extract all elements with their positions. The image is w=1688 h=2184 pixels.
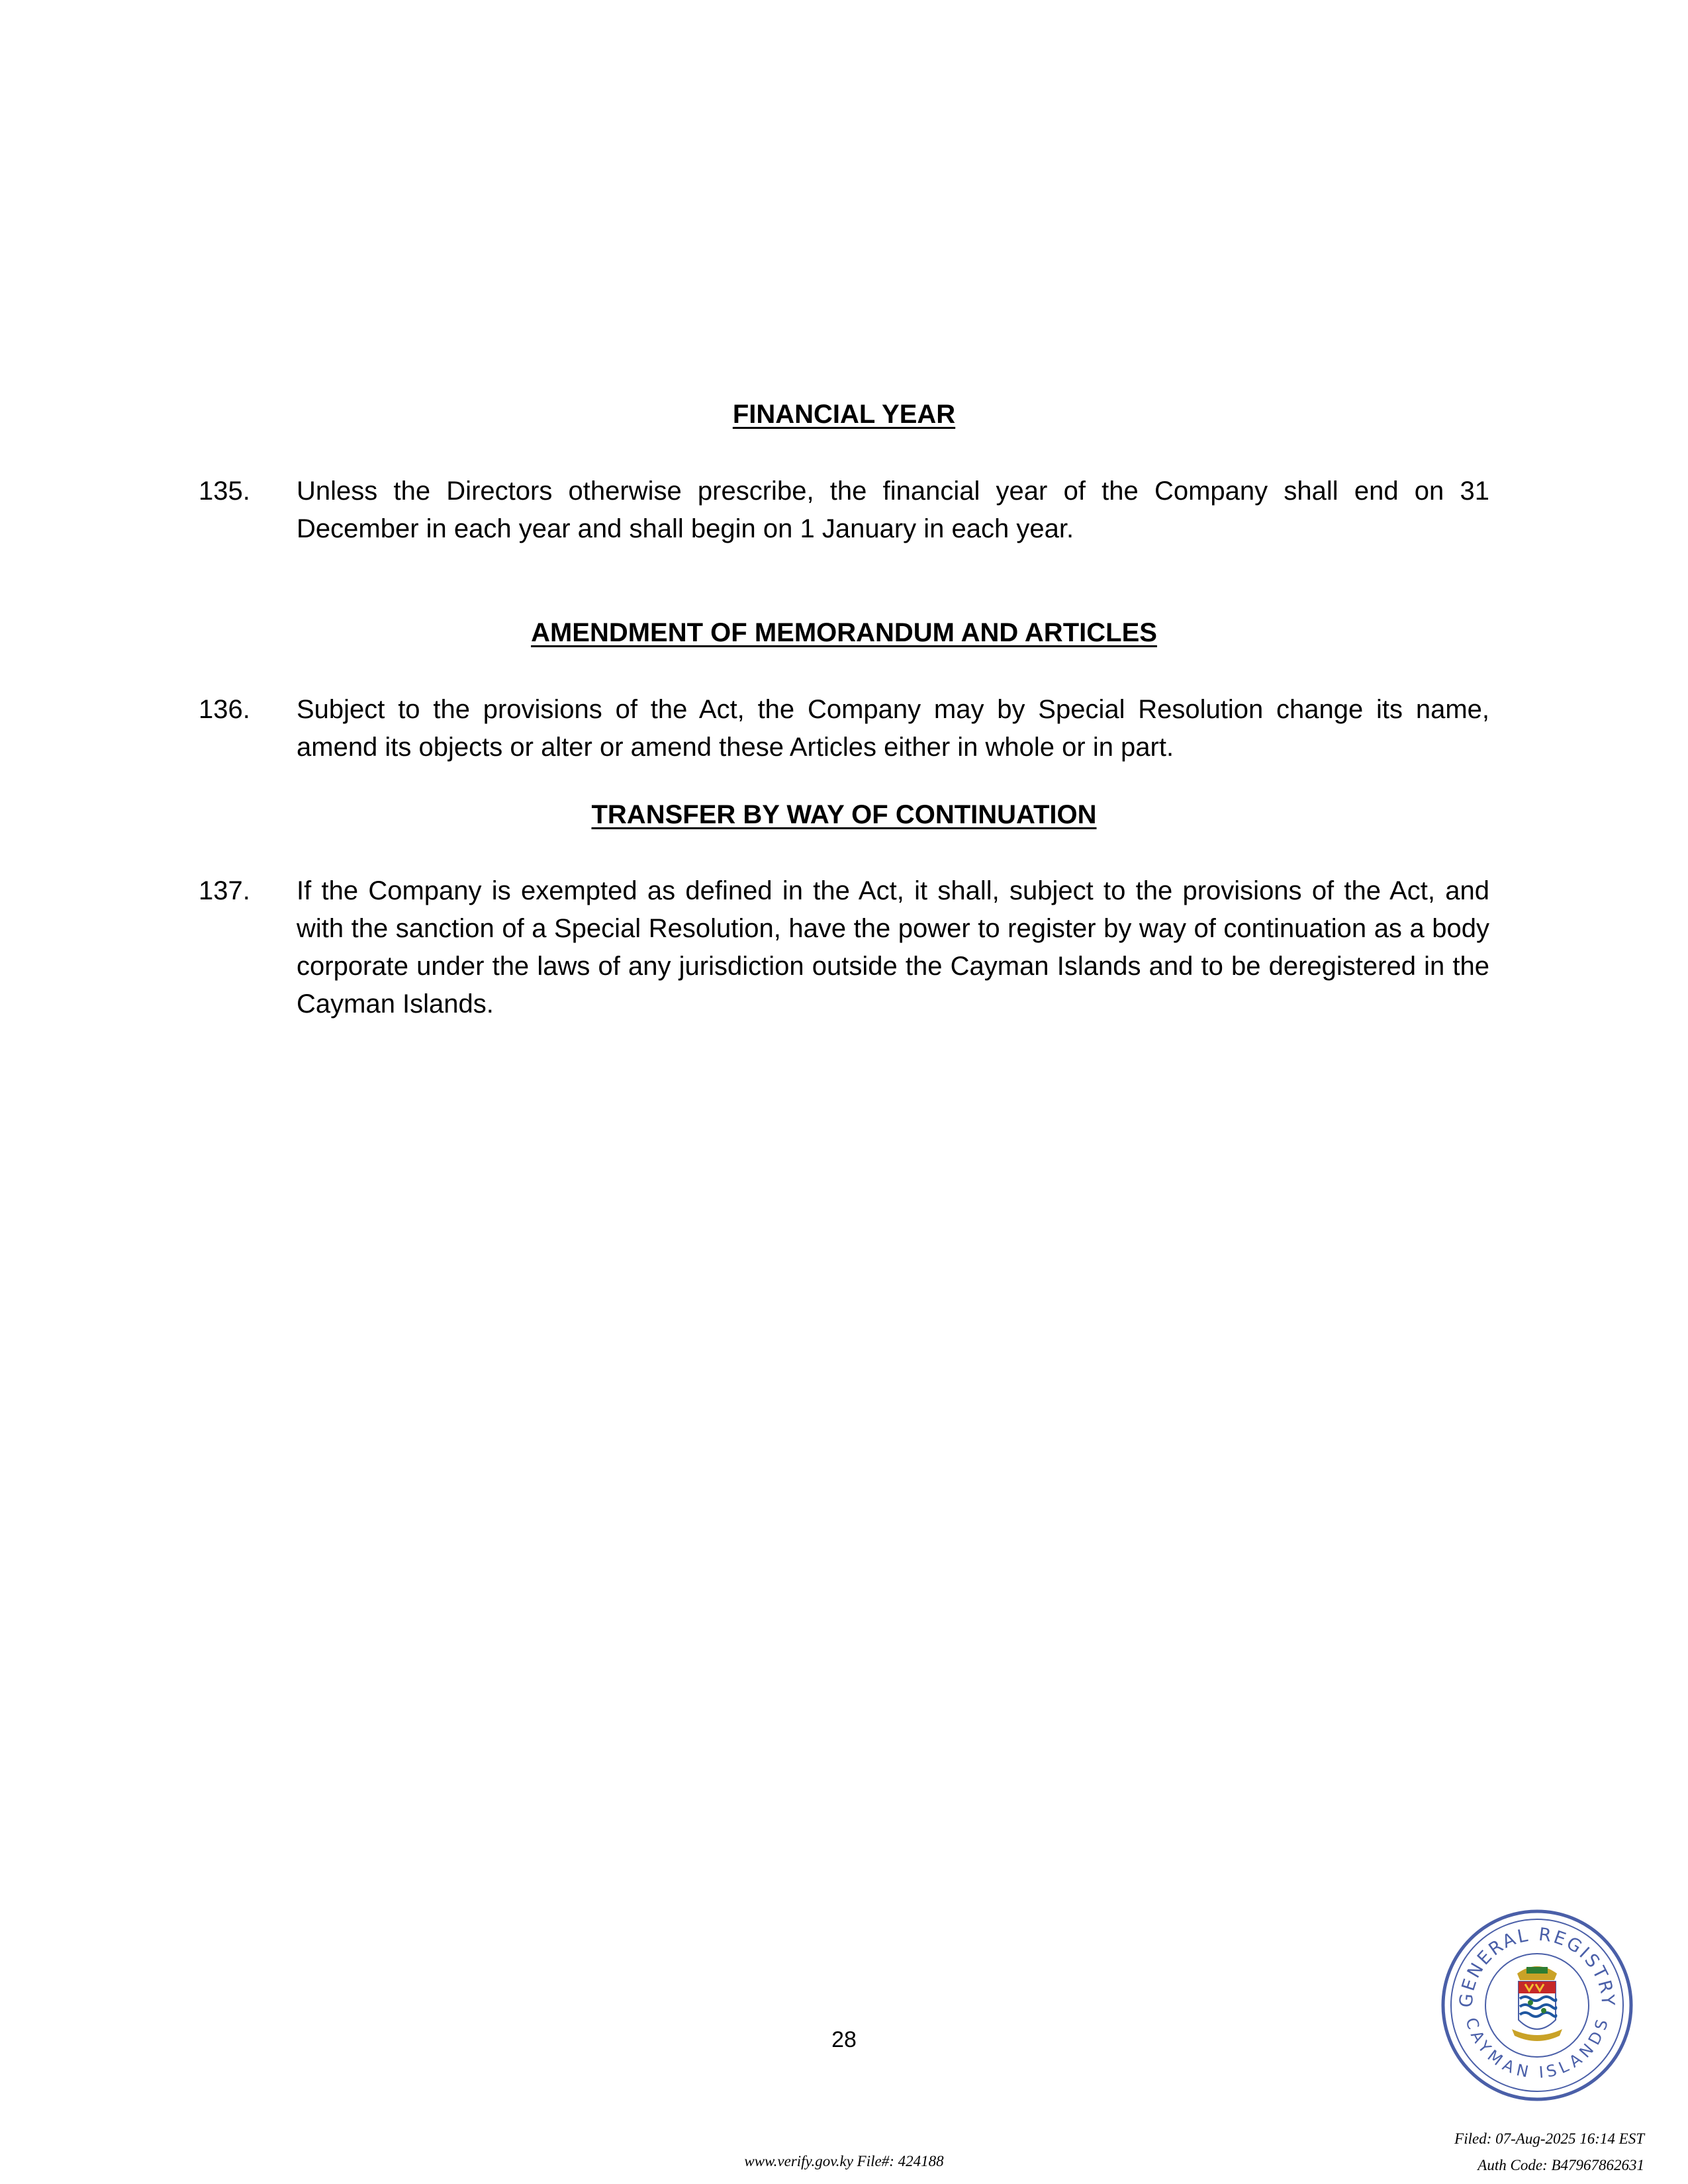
clause-number: 136. xyxy=(199,695,250,724)
heading-text: FINANCIAL YEAR xyxy=(732,400,956,429)
heading-text: TRANSFER BY WAY OF CONTINUATION xyxy=(591,800,1097,829)
seal-bottom-text: CAYMAN ISLANDS xyxy=(1462,2015,1613,2082)
heading-transfer xyxy=(0,799,1688,831)
clause-136 xyxy=(199,691,1489,766)
clause-135 xyxy=(199,473,1489,548)
clause-text: If the Company is exempted as defined in the Act, it shall, subject to the provisions of the Act, and with the sanction of a Special Resolution, have the power to register by way of continuation as a body corporate under the laws of any jurisdiction outside the Cayman Islands and to be deregistered in the Cayman Islands. xyxy=(297,876,1489,1019)
clause-text: Unless the Directors otherwise prescribe, the financial year of the Company shall end on 31 December in each year and shall begin on 1 January in each year. xyxy=(297,477,1489,543)
filed-date: Filed: 07-Aug-2025 16:14 EST xyxy=(1454,2130,1644,2147)
seal-top-text: GENERAL REGISTRY xyxy=(1456,1924,1618,2009)
clause-text: Subject to the provisions of the Act, the Company may by Special Resolution change its name, amend its objects or alter or amend these Articles either in whole or in part. xyxy=(297,695,1489,762)
heading-amendment xyxy=(0,617,1688,649)
heading-financial-year xyxy=(0,398,1688,430)
general-registry-seal xyxy=(1438,1906,1636,2105)
page-number: 28 xyxy=(831,2027,857,2052)
heading-text: AMENDMENT OF MEMORANDUM AND ARTICLES xyxy=(531,618,1157,647)
clause-number: 137. xyxy=(199,876,250,905)
auth-code: Auth Code: B47967862631 xyxy=(1477,2157,1644,2173)
verify-footer: www.verify.gov.ky File#: 424188 xyxy=(744,2153,944,2169)
clause-number: 135. xyxy=(199,477,250,506)
clause-137 xyxy=(199,872,1489,1023)
